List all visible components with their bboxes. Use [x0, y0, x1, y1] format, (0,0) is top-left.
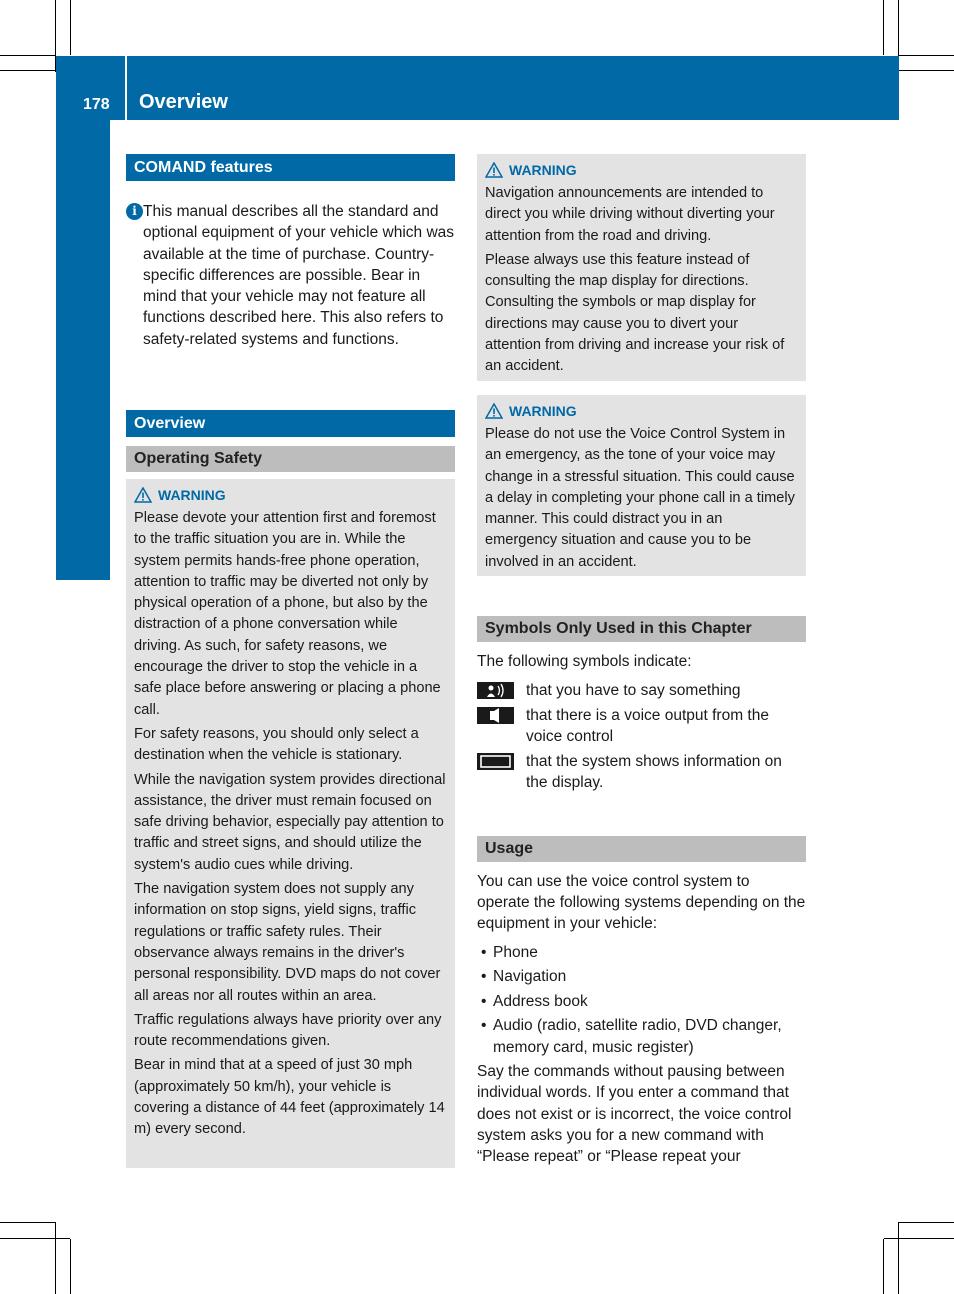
info-text: This manual describes all the standard and optional equipment of your vehicle which was available at the time of purchase. Country-specific differences are possible. Bear in mind that your vehicle may not feature all functions described here. This also refers to safety-related systems and functions.: [143, 203, 455, 348]
symbol-text: that you have to say something: [526, 682, 741, 700]
crop-mark: [0, 1238, 70, 1239]
usage-closing: Say the commands without pausing between individual words. If you enter a command that does not exist or is incorrect, the voice control system asks you for a new command with “Please repeat” or “Please repeat your: [477, 1063, 792, 1166]
crop-mark: [70, 1239, 71, 1294]
overview-heading: Overview: [126, 410, 455, 437]
symbol-text: that there is a voice output from the voice control: [526, 706, 769, 746]
warning-box: [477, 154, 806, 381]
usage-heading: Usage: [477, 836, 806, 862]
warning-paragraph: Navigation announcements are intended to direct you while driving without diverting your attention from the road and driving.: [485, 185, 775, 244]
warning-paragraph: Bear in mind that at a speed of just 30 mph (approximately 50 km/h), your vehicle is covering a distance of 44 feet (approximately 14 m) every second.: [134, 1057, 445, 1138]
warning-paragraph: For safety reasons, you should only select a destination when the vehicle is stationary.: [134, 725, 419, 764]
warning-title: WARNING: [134, 485, 447, 505]
page-number: 178: [83, 96, 110, 113]
warning-box: [126, 479, 455, 1168]
warning-paragraph: The navigation system does not supply any information on stop signs, yield signs, traffic regulations or traffic safety rules. Their observance always remains in the driver's personal responsibility. DVD maps do not cover all areas nor all routes within an area.: [134, 881, 441, 1004]
symbol-text: that the system shows information on the display.: [526, 752, 782, 792]
usage-intro: You can use the voice control system to operate the following systems depending on the equipment in your vehicle:: [477, 872, 806, 933]
warning-paragraph: Traffic regulations always have priority over any route recommendations given.: [134, 1011, 442, 1050]
info-icon: i: [126, 203, 143, 220]
warning-triangle-icon: [134, 487, 152, 508]
crop-mark: [883, 1239, 884, 1294]
list-item: • Address book: [477, 991, 806, 1013]
warning-paragraph: Please do not use the Voice Control System in an emergency, as the tone of your voice may change in a stressful situation. This could cause a delay in completing your phone call in a timely manner. This could distract you in an emergency situation and cause you to be involved in an accident.: [485, 426, 795, 570]
operating-safety-heading: Operating Safety: [126, 446, 455, 472]
page-title: Overview: [139, 91, 228, 113]
list-item: • Phone: [477, 942, 806, 964]
crop-mark: [0, 55, 55, 56]
crop-mark: [55, 1222, 56, 1294]
display-icon: [477, 753, 514, 770]
crop-mark: [884, 1238, 954, 1239]
crop-mark: [899, 55, 954, 56]
crop-mark: [70, 0, 71, 55]
warning-triangle-icon: [485, 403, 503, 424]
warning-title: WARNING: [485, 401, 798, 421]
warning-box: [477, 395, 806, 576]
symbol-row: [477, 751, 806, 794]
left-column: [126, 154, 455, 1138]
list-item: • Navigation: [477, 966, 806, 988]
header-divider: [125, 56, 127, 120]
warning-title: WARNING: [485, 160, 798, 180]
warning-paragraph: While the navigation system provides directional assistance, the driver must remain focused on safe driving behavior, especially pay attention to traffic and street signs, and should utilize the system's audio cues while driving.: [134, 771, 446, 873]
speak-icon: [477, 682, 514, 699]
crop-mark: [899, 1222, 954, 1223]
comand-features-heading: COMAND features: [126, 154, 455, 181]
warning-paragraph: Please always use this feature instead of consulting the map display for directions. Consulting the symbols or map display for directions may cause you to divert your attention from driving and increase your risk of an accident.: [485, 251, 785, 375]
symbols-intro: The following symbols indicate:: [477, 653, 692, 670]
crop-mark: [0, 1222, 55, 1223]
symbol-row: [477, 705, 806, 748]
list-item: • Audio (radio, satellite radio, DVD changer, memory card, music register): [477, 1015, 806, 1058]
info-note: [126, 201, 455, 350]
warning-triangle-icon: [485, 162, 503, 183]
crop-mark: [883, 0, 884, 55]
symbols-heading: Symbols Only Used in this Chapter: [477, 616, 806, 642]
chapter-label: Voice Control: [85, 370, 112, 525]
crop-mark: [898, 1222, 899, 1294]
symbol-row: [477, 680, 806, 702]
voice-output-icon: [477, 707, 514, 724]
warning-paragraph: Please devote your attention first and foremost to the traffic situation you are in. While the system permits hands-free phone operation, attention to traffic may be diverted not only by physical operation of a phone, but also by the distraction of a phone conversation while driving. As such, for safety reasons, we encourage the driver to stop the vehicle in a safe place before answering or placing a phone call.: [134, 510, 441, 718]
right-column: [477, 154, 806, 1168]
